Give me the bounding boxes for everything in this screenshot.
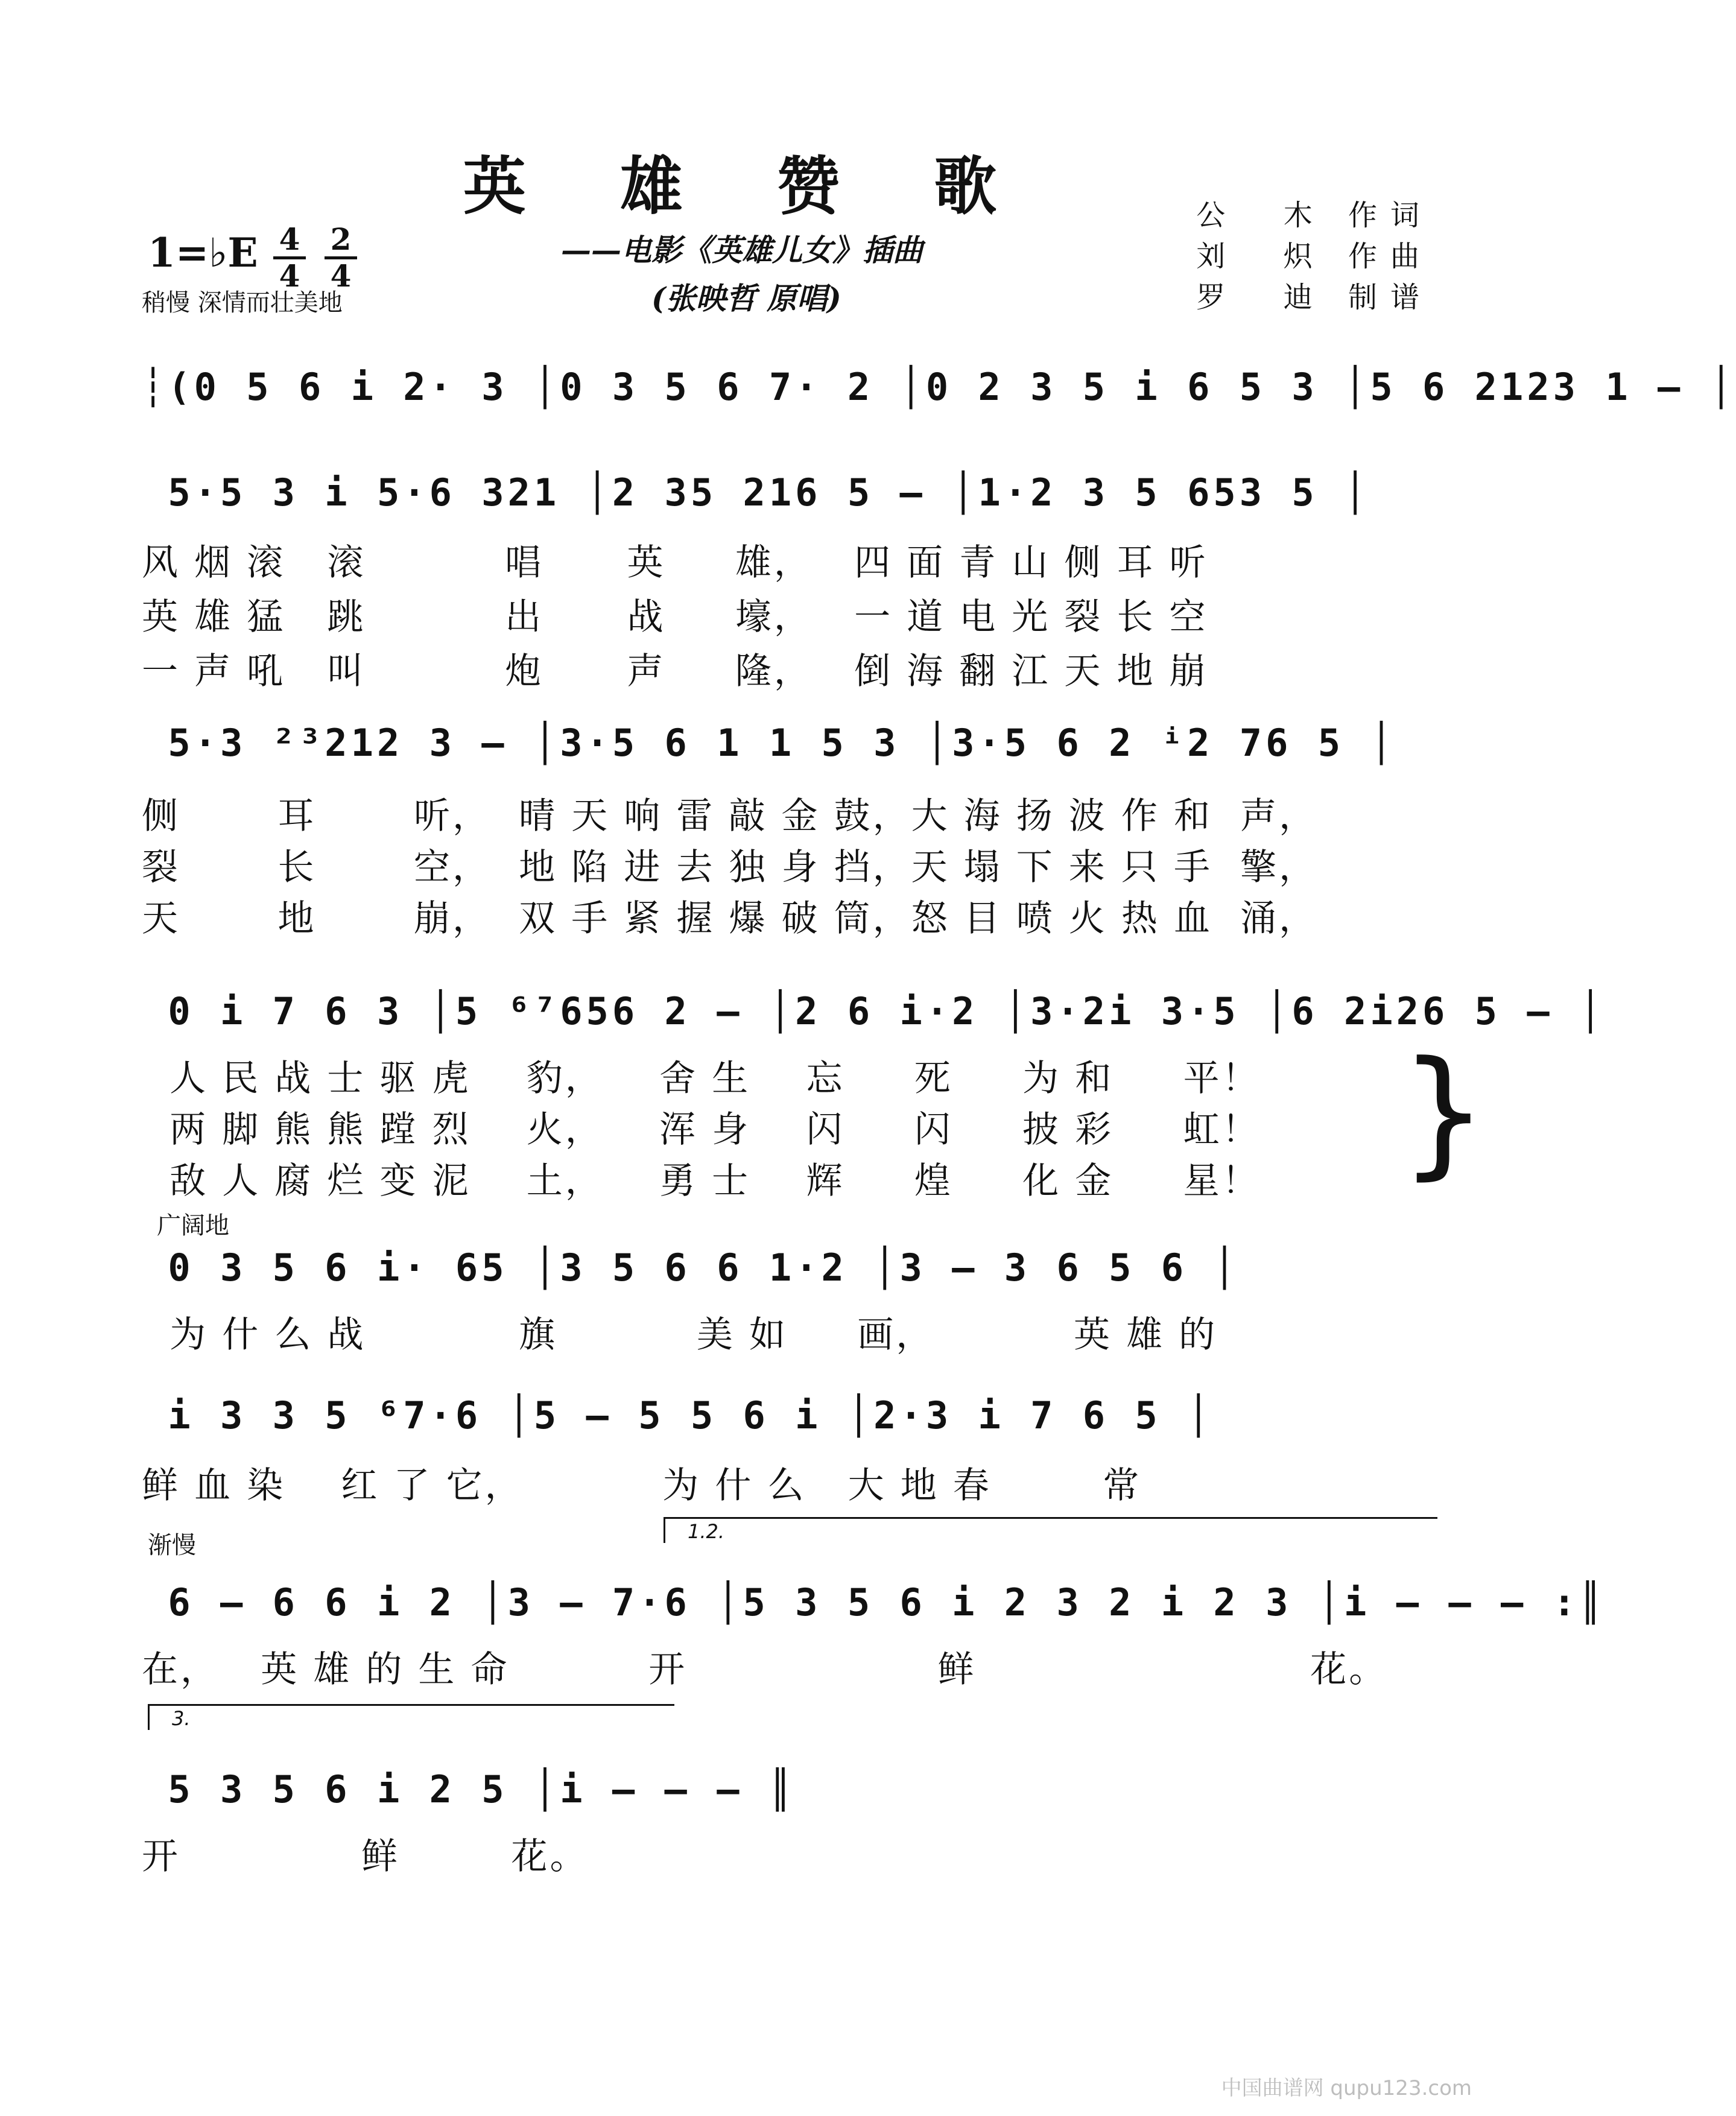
- transcriber-credit: 罗 迪 制谱: [1196, 280, 1433, 314]
- site-watermark: 中国曲谱网 qupu123.com: [1221, 2076, 1472, 2100]
- lyric-verse-1: 侧 耳 听， 晴 天 响 雷 敲 金 鼓，大 海 扬 波 作 和 声，: [142, 795, 1318, 837]
- meter-denominator: 4: [330, 258, 352, 294]
- volta-label-1-2: 1.2.: [688, 1520, 725, 1543]
- meter-numerator: 4: [279, 221, 300, 257]
- score-line-2: 5·5 3 i 5·6 321 │2 35 216 5 – │1·2 3 5 653 5 │: [142, 470, 1370, 515]
- composer-credit: 刘 炽 作曲: [1196, 239, 1433, 273]
- lyric-verse-3: 一 声 吼 叫 炮 声 隆， 倒 海 翻 江 天 地 崩: [142, 650, 1208, 692]
- volta-bracket-3: [148, 1704, 674, 1730]
- lyric-line: 为 什 么 战 旗 美 如 画， 英 雄 的: [142, 1314, 1218, 1356]
- volta-bracket-1-2: [664, 1517, 1437, 1543]
- verse-brace: }: [1399, 1032, 1488, 1193]
- score-line-6: i 3 3 5 ⁶7·6 │5 – 5 5 6 i │2·3 i 7 6 5 │: [142, 1393, 1214, 1437]
- lyric-verse-2: 两 脚 熊 熊 蹚 烈 火， 浑 身 闪 闪 披 彩 虹！: [142, 1109, 1261, 1151]
- time-signature-4-4: [268, 221, 311, 294]
- lyric-verse-2: 英 雄 猛 跳 出 战 壕， 一 道 电 光 裂 长 空: [142, 596, 1208, 638]
- lyric-verse-3: 敌 人 腐 烂 变 泥 土， 勇 士 辉 煌 化 金 星！: [142, 1160, 1261, 1202]
- lyric-line: 开 鲜 花。: [142, 1836, 589, 1878]
- expression-broad: 广阔地: [157, 1212, 229, 1240]
- song-subtitle: ——电影《英雄儿女》插曲: [561, 232, 923, 268]
- score-line-3: 5·3 ²³212 3 – │3·5 6 1 1 5 3 │3·5 6 2 ⁱ2 76 5 │: [142, 721, 1396, 765]
- lyric-verse-2: 裂 长 空， 地 陷 进 去 独 身 挡，天 塌 下 来 只 手 擎，: [142, 846, 1318, 889]
- meter-denominator: 4: [279, 258, 300, 294]
- lyric-verse-1: 人 民 战 士 驱 虎 豹， 舍 生 忘 死 为 和 平！: [142, 1057, 1261, 1100]
- song-title: 英 雄 赞 歌: [463, 149, 1033, 223]
- lyric-line: 在， 英 雄 的 生 命 开 鲜 花。: [142, 1649, 1388, 1691]
- score-line-8: 5 3 5 6 i 2 5 │i – – – ║: [142, 1767, 796, 1811]
- lyric-line: 鲜 血 染 红 了 它， 为 什 么 大 地 春 常: [142, 1465, 1142, 1507]
- lyric-verse-3: 天 地 崩， 双 手 紧 握 爆 破 筒，怒 目 喷 火 热 血 涌，: [142, 898, 1318, 940]
- volta-label-3: 3.: [172, 1707, 191, 1730]
- key-signature: 1=♭E: [148, 229, 258, 276]
- expression-rit: 渐慢: [148, 1532, 196, 1559]
- score-line-5: 0 3 5 6 i· 65 │3 5 6 6 1·2 │3 – 3 6 5 6 │: [142, 1246, 1240, 1290]
- time-signature-2-4: [320, 221, 362, 294]
- score-line-7: 6 – 6 6 i 2 │3 – 7·6 │5 3 5 6 i 2 3 2 i 2 3 │i – – – :║: [142, 1580, 1606, 1624]
- score-line-4: 0 i 7 6 3 │5 ⁶⁷656 2 – │2 6 i·2 │3·2i 3·5 │6 2i26 5 – │: [142, 989, 1606, 1033]
- tempo-marking: 稍慢 深情而壮美地: [142, 289, 343, 317]
- meter-numerator: 2: [330, 221, 352, 257]
- lyric-verse-1: 风 烟 滚 滚 唱 英 雄， 四 面 青 山 侧 耳 听: [142, 542, 1208, 584]
- original-singer: (张映哲 原唱): [651, 280, 841, 316]
- lyricist-credit: 公 木 作词: [1196, 198, 1433, 232]
- score-line-1: ┆(0 5 6 i 2· 3 │0 3 5 6 7· 2 │0 2 3 5 i 6 5 3 │5 6 2123 1 – │: [142, 365, 1736, 409]
